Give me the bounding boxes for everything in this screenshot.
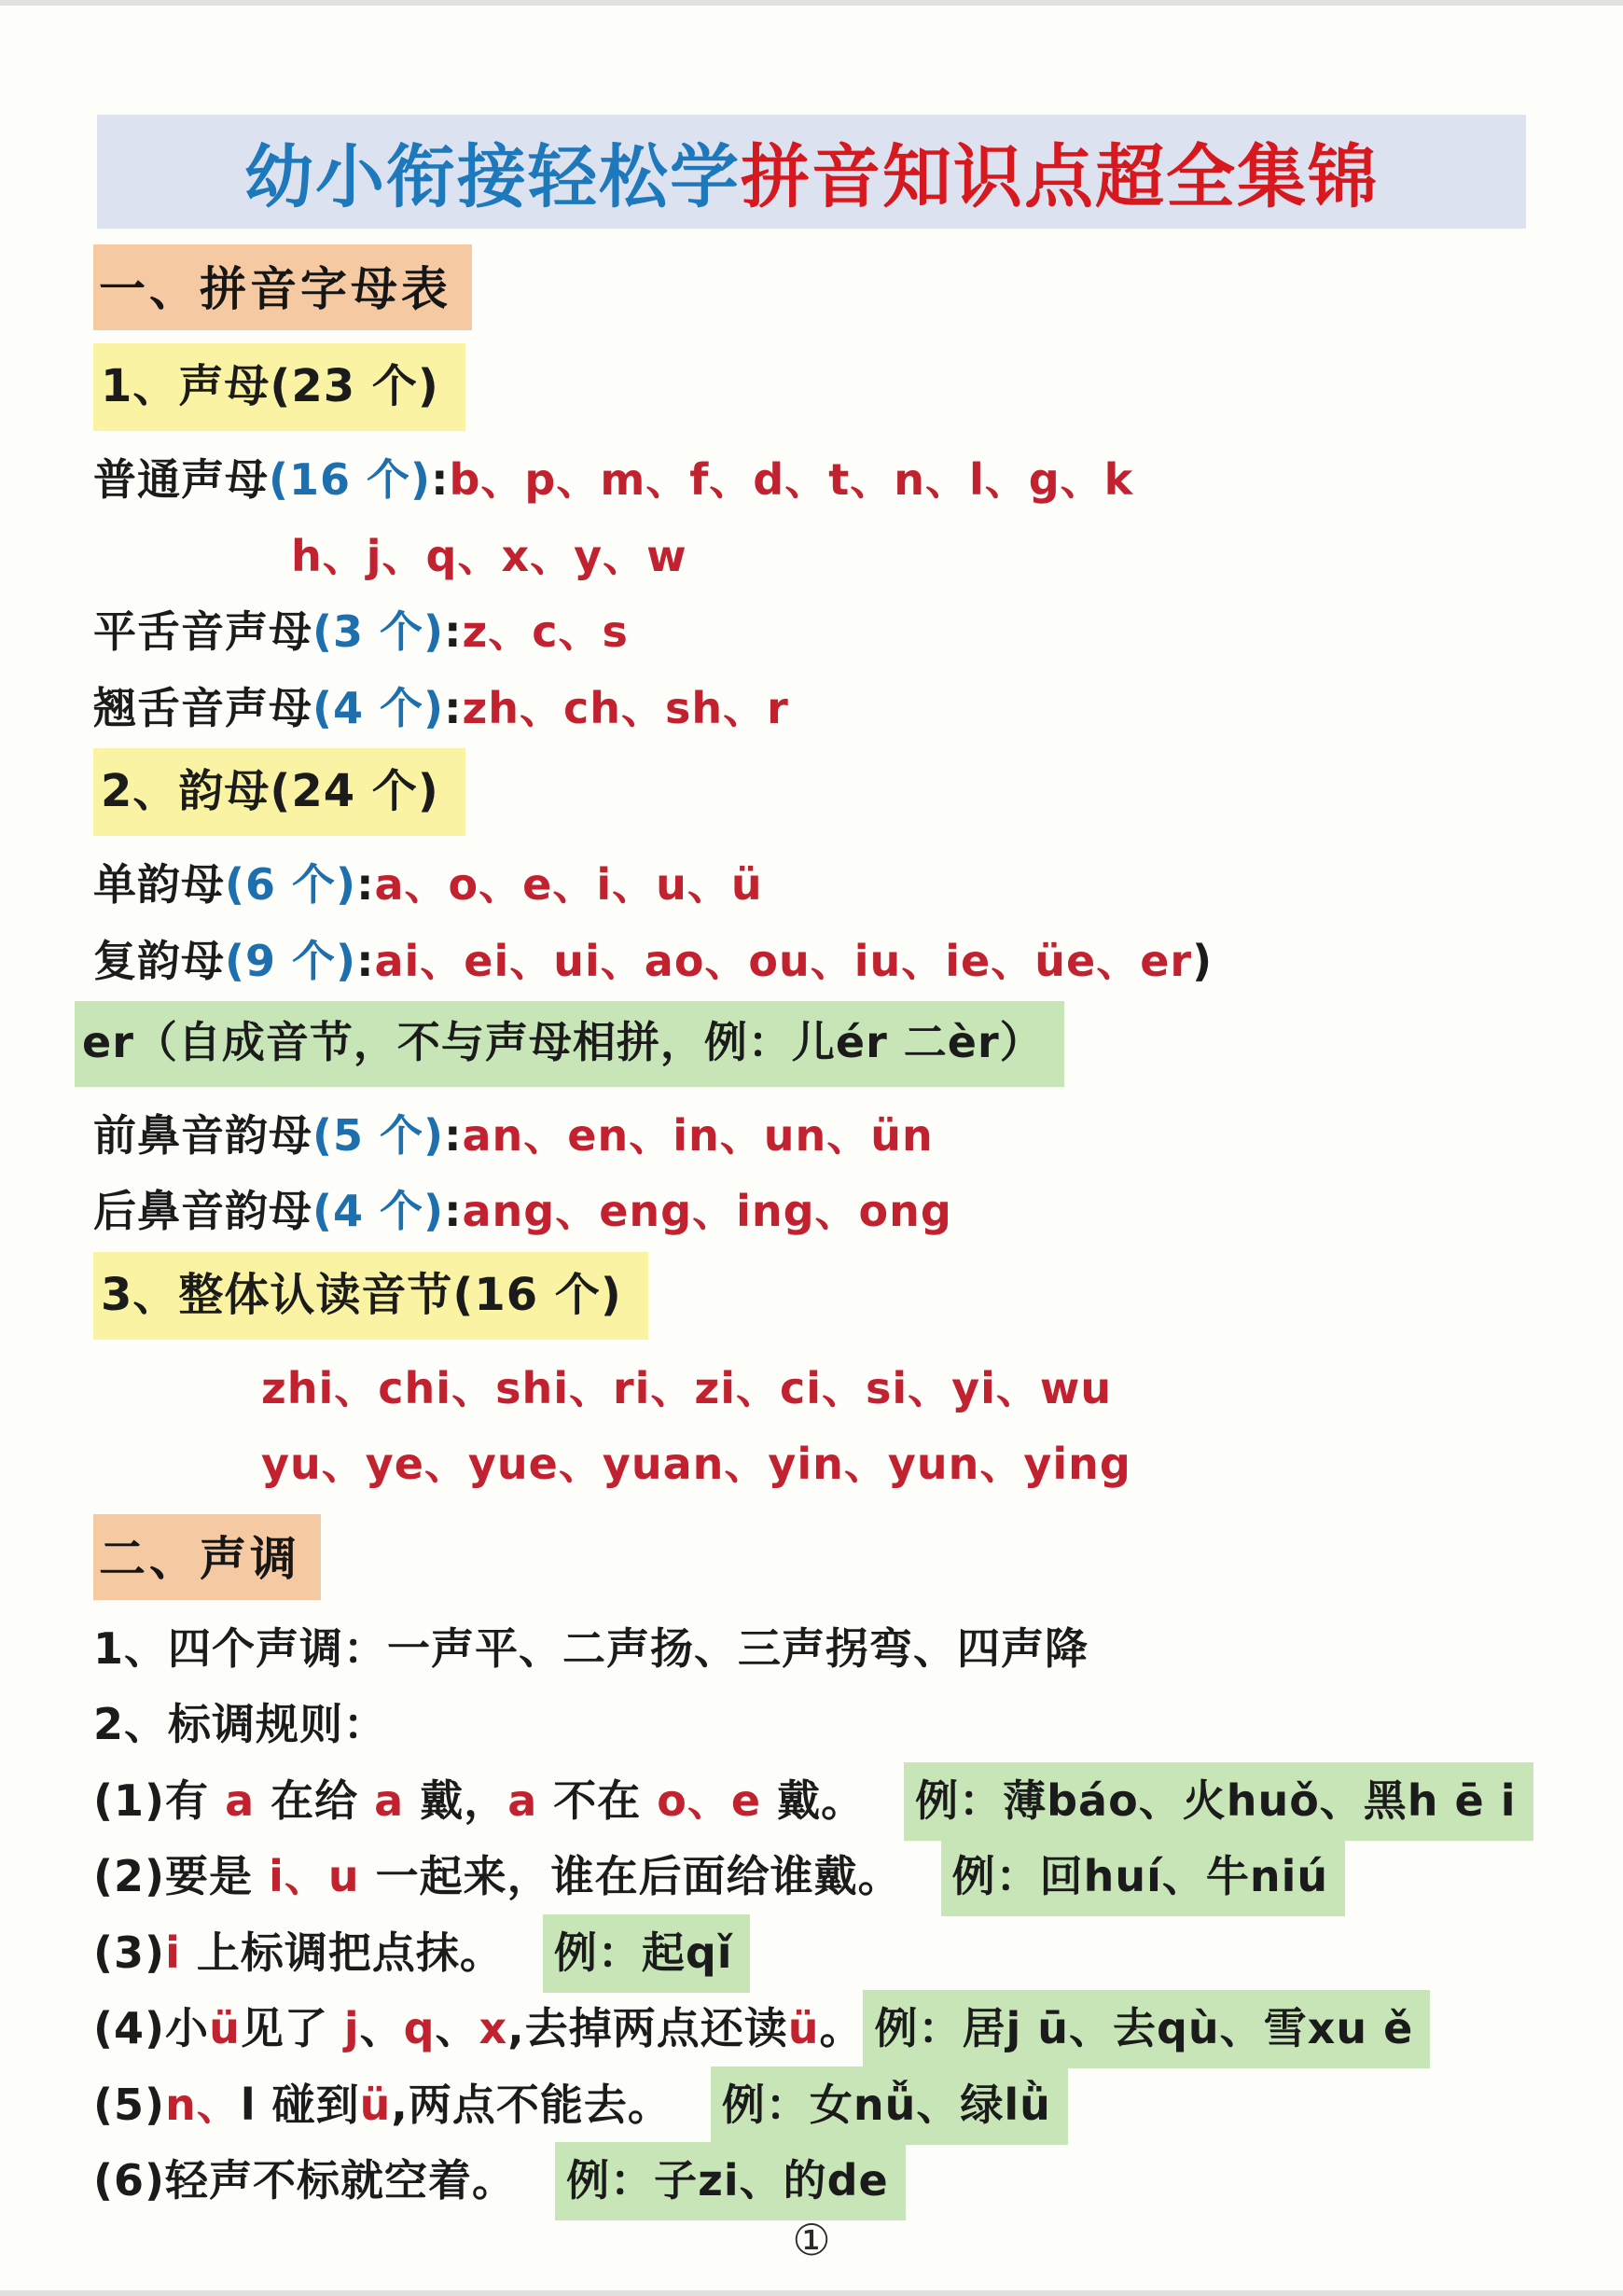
text-segment: 1、声母(23 个): [101, 360, 439, 412]
text-segment: 前鼻音韵母: [93, 1109, 312, 1161]
text-segment: 翘舌音声母: [93, 682, 312, 733]
text-segment: zh、ch、sh、r: [462, 682, 789, 733]
document-body: [82, 244, 1595, 2208]
text-segment: 3、整体认读音节(16 个): [101, 1268, 622, 1321]
text-segment: j: [343, 2003, 360, 2053]
text-segment: 2、标调规则：: [93, 1699, 388, 1749]
text-segment: 。: [819, 2003, 864, 2053]
text-segment: ,两点不能去。: [391, 2079, 672, 2130]
text-segment: (5): [93, 2079, 166, 2130]
section-heading: 二、声调: [93, 1514, 321, 1600]
four-tones-line: [93, 1622, 1595, 1677]
text-segment: a、o、e、i、u、ü: [374, 859, 763, 910]
shengmu-count-line: [93, 343, 465, 431]
text-segment: zhi、chi、shi、ri、zi、ci、si、yi、wu: [261, 1362, 1113, 1413]
example-highlight: 例：起qǐ: [543, 1914, 750, 1993]
title-red-text: 拼音知识点超全集锦: [741, 137, 1379, 217]
text-segment: :: [444, 606, 463, 657]
compound-yunmu-line: [93, 935, 1595, 989]
text-segment: a: [225, 1774, 256, 1826]
single-yunmu-line: [93, 858, 1595, 912]
example-highlight: 例：女nǚ、绿lǜ: [711, 2066, 1068, 2145]
flat-tongue-shengmu-line: [93, 605, 1595, 660]
text-segment: ü: [359, 2079, 392, 2130]
text-segment: (1)有: [93, 1774, 226, 1826]
text-segment: (9 个): [225, 935, 357, 986]
text-segment: ü: [787, 2003, 820, 2053]
text-segment: ang、eng、ing、ong: [462, 1186, 952, 1236]
example-highlight: 例：子zi、的de: [555, 2142, 906, 2220]
text-segment: 戴，: [404, 1774, 508, 1826]
text-segment: 2、韵母(24 个): [101, 765, 439, 817]
text-segment: i: [165, 1927, 181, 1978]
text-segment: (3 个): [312, 606, 445, 657]
text-segment: yu、ye、yue、yuan、yin、yun、ying: [261, 1439, 1131, 1489]
rule-3-line: [93, 1927, 1595, 1981]
rule-2-line: [93, 1850, 1595, 1904]
text-segment: an、en、in、un、ün: [462, 1109, 934, 1161]
ordinary-shengmu-line-2: [93, 530, 1595, 584]
text-segment: 在给: [255, 1774, 375, 1826]
text-segment: l 碰到: [240, 2079, 360, 2130]
er-note-line: [75, 1001, 1064, 1087]
tone-rules-title-line: [93, 1698, 1595, 1752]
text-segment: (6)轻声不标就空着。: [93, 2155, 517, 2206]
text-segment: ü: [209, 2003, 241, 2053]
text-segment: 见了: [240, 2003, 344, 2053]
text-segment: (16 个): [269, 454, 432, 505]
yunmu-count-line: [93, 748, 465, 836]
text-segment: ): [1192, 935, 1214, 986]
text-segment: 平舌音声母: [93, 606, 312, 657]
whole-syllable-line-2: [93, 1438, 1595, 1492]
text-segment: 戴。: [761, 1774, 866, 1826]
example-highlight: 例：居j ū、去qù、雪xu ě: [863, 1990, 1430, 2068]
text-segment: er（自成音节，不与声母相拼，例：儿ér 二èr）: [82, 1017, 1044, 1067]
text-segment: :: [444, 1186, 463, 1236]
rule-1-line: [93, 1774, 1595, 1829]
text-segment: :: [431, 454, 450, 505]
text-segment: 不在: [537, 1774, 658, 1826]
rule-4-line: [93, 2002, 1595, 2056]
section-tones: [93, 1514, 1595, 2208]
text-segment: z、c、s: [462, 606, 629, 657]
ordinary-shengmu-line: [93, 453, 1595, 508]
text-segment: o、e: [657, 1774, 762, 1826]
section-heading: 一、拼音字母表: [93, 244, 472, 330]
text-segment: (5 个): [312, 1109, 445, 1161]
text-segment: :: [356, 935, 375, 986]
document-title-banner: [97, 115, 1526, 229]
text-segment: 上标调把点抹。: [180, 1927, 504, 1978]
text-segment: 复韵母: [93, 935, 225, 986]
text-segment: :: [356, 859, 375, 910]
text-segment: 后鼻音韵母: [93, 1186, 312, 1236]
text-segment: 、: [435, 2003, 479, 2053]
section-pinyin-alphabet-table: [82, 244, 1595, 1492]
text-segment: :: [444, 682, 463, 733]
text-segment: 、: [359, 2003, 404, 2053]
text-segment: (6 个): [225, 859, 357, 910]
whole-syllable-line-1: [93, 1362, 1595, 1416]
title-blue-text: 幼小衔接轻松学: [244, 137, 741, 217]
page-number: ①: [792, 2215, 831, 2265]
example-highlight: 例：回huí、牛niú: [941, 1838, 1346, 1916]
text-segment: a: [374, 1774, 405, 1826]
back-nasal-yunmu-line: [93, 1185, 1595, 1239]
text-segment: a: [507, 1774, 538, 1826]
curled-tongue-shengmu-line: [93, 682, 1595, 736]
example-highlight: 例：薄báo、火huǒ、黑h ē i: [904, 1762, 1533, 1841]
text-segment: 一起来，谁在后面给谁戴。: [359, 1851, 902, 1901]
rule-6-line: [93, 2154, 1595, 2208]
text-segment: n、: [165, 2079, 241, 2130]
text-segment: ,去掉两点还读: [507, 2003, 788, 2053]
text-segment: q: [403, 2003, 436, 2053]
text-segment: 普通声母: [93, 454, 269, 505]
text-segment: :: [444, 1109, 463, 1161]
whole-syllable-count-line: [93, 1252, 648, 1340]
text-segment: i、u: [269, 1851, 360, 1901]
text-segment: 单韵母: [93, 859, 225, 910]
text-segment: (4 个): [312, 1186, 445, 1236]
front-nasal-yunmu-line: [93, 1109, 1595, 1163]
text-segment: (2)要是: [93, 1851, 270, 1901]
text-segment: ai、ei、ui、ao、ou、iu、ie、üe、er: [374, 935, 1193, 986]
text-segment: (3): [93, 1927, 166, 1978]
text-segment: (4)小: [93, 2003, 210, 2053]
text-segment: b、p、m、f、d、t、n、l、g、k: [449, 454, 1134, 505]
rule-5-line: [93, 2079, 1595, 2133]
text-segment: h、j、q、x、y、w: [291, 530, 687, 581]
text-segment: 1、四个声调：一声平、二声扬、三声拐弯、四声降: [93, 1622, 1089, 1674]
text-segment: x: [479, 2003, 508, 2053]
text-segment: (4 个): [312, 682, 445, 733]
